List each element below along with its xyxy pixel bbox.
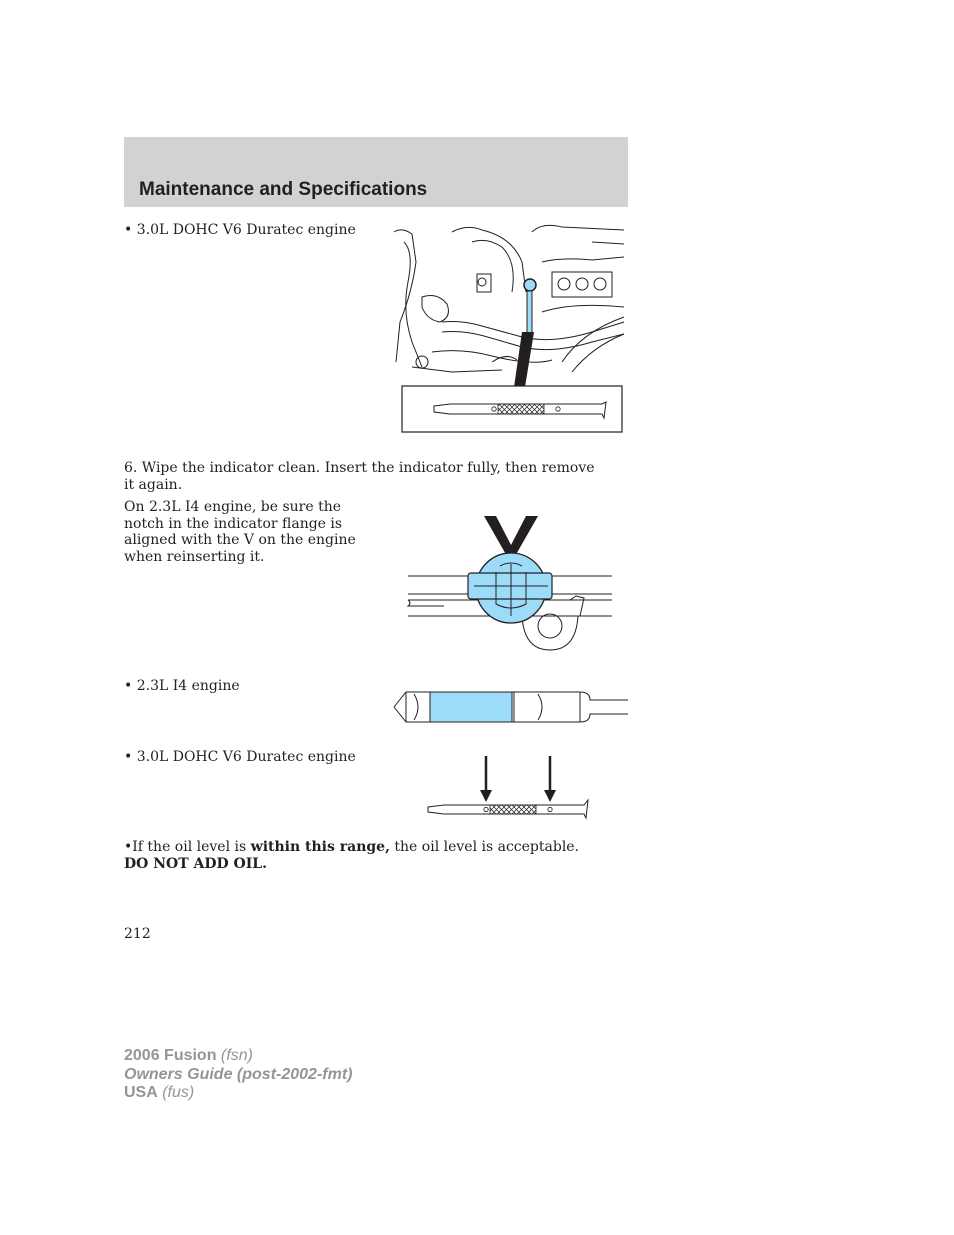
v-mark-letter: V (410, 532, 411, 533)
oil-level-range: within this range, (250, 839, 390, 855)
document-footer (124, 1047, 352, 1103)
oil-level-prefix: •If the oil level is (124, 839, 251, 855)
i4-dipstick-figure (390, 688, 628, 726)
oil-level-note (124, 839, 614, 872)
v6-engine-label-2: • 3.0L DOHC V6 Duratec engine (124, 749, 356, 765)
step-6-text: 6. Wipe the indicator clean. Insert the indicator fully, then remove it again. (124, 460, 595, 493)
v6-engine-label: • 3.0L DOHC V6 Duratec engine (124, 222, 356, 238)
footer-market: USA (124, 1084, 158, 1101)
section-title: Maintenance and Specifications (139, 179, 428, 200)
v6-engine-dipstick-figure (392, 222, 628, 436)
do-not-add-oil: DO NOT ADD OIL. (124, 855, 267, 872)
page-number: 212 (124, 926, 151, 942)
footer-market-code: (fus) (157, 1084, 195, 1101)
footer-guide: Owners Guide (post-2002-fmt) (124, 1065, 353, 1083)
footer-model-code: (fsn) (216, 1047, 253, 1064)
v6-dipstick-range-figure (424, 752, 592, 822)
section-header-band (124, 137, 628, 207)
footer-model: 2006 Fusion (124, 1047, 217, 1064)
i4-notch-alignment-figure (404, 512, 616, 654)
i4-engine-label: • 2.3L I4 engine (124, 678, 240, 694)
oil-level-suffix: the oil level is acceptable. (389, 839, 580, 855)
i4-notch-note: On 2.3L I4 engine, be sure the notch in the indicator flange is aligned with the V on the engine when reinserting it. (124, 499, 356, 565)
